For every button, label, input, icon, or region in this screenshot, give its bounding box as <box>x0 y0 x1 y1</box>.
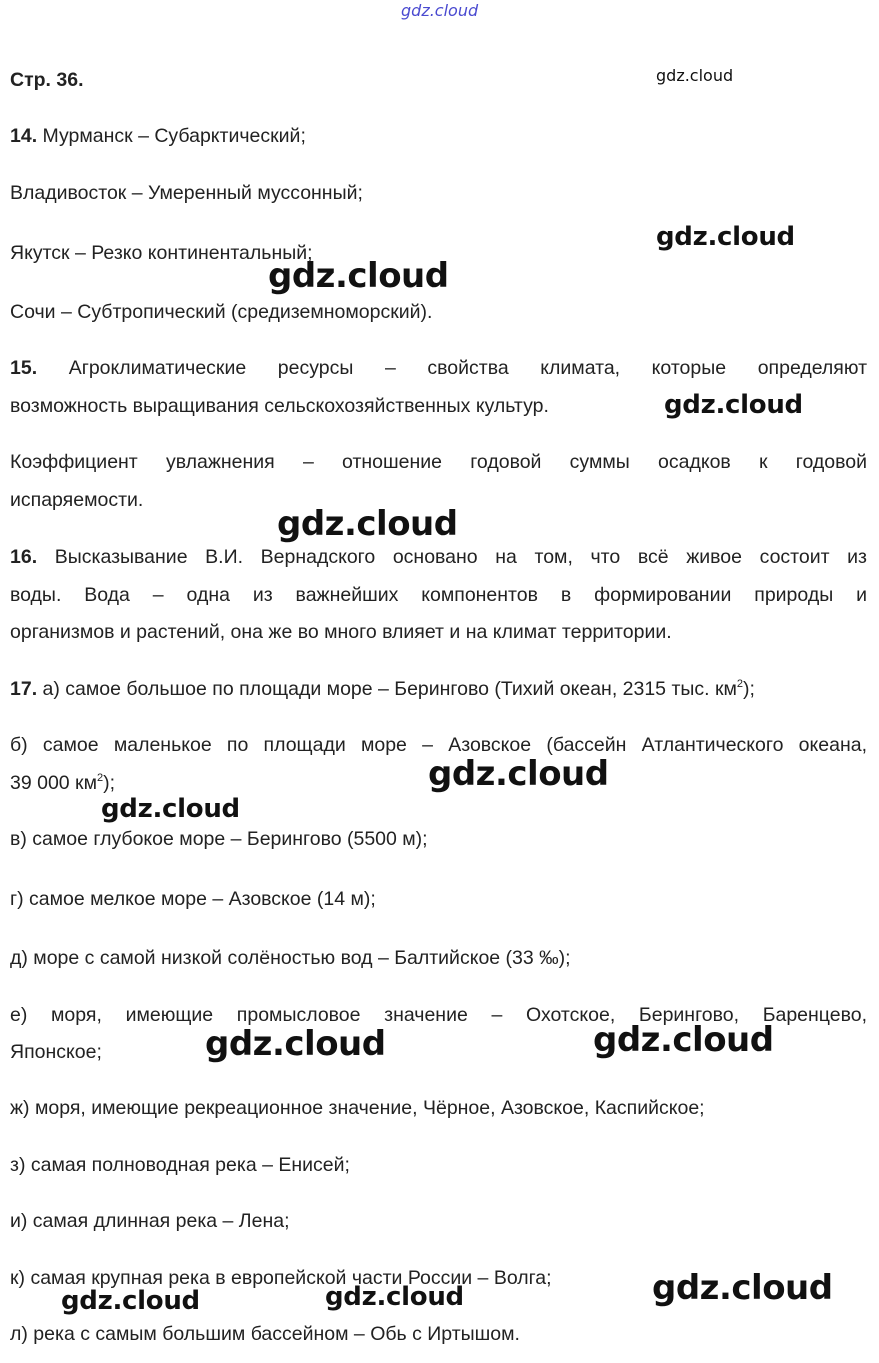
answer-15-line-3: Коэффициент увлажнения – отношение годовой суммы осадков к годовой <box>10 451 867 473</box>
answer-17-k: к) самая крупная река в европейской части России – Волга; <box>10 1267 552 1289</box>
answer-17-g: г) самое мелкое море – Азовское (14 м); <box>10 888 376 910</box>
answer-17-v: в) самое глубокое море – Берингово (5500 м); <box>10 828 428 850</box>
watermark: gdz.cloud <box>268 256 449 296</box>
answer-17-i: и) самая длинная река – Лена; <box>10 1210 290 1232</box>
watermark: gdz.cloud <box>652 1268 833 1308</box>
answer-14-line-3: Якутск – Резко континентальный; <box>10 242 313 264</box>
watermark: gdz.cloud <box>277 504 458 544</box>
answer-text: Высказывание В.И. Вернадского основано на том, что всё живое состоит из <box>37 546 867 568</box>
question-number: 16. <box>10 546 38 568</box>
question-number: 15. <box>10 357 38 379</box>
answer-14-line-2: Владивосток – Умеренный муссонный; <box>10 182 363 204</box>
answer-17-d: д) море с самой низкой солёностью вод – Балтийское (33 ‰); <box>10 947 571 969</box>
answer-17-z: з) самая полноводная река – Енисей; <box>10 1154 350 1176</box>
superscript: 2 <box>736 678 744 690</box>
watermark: gdz.cloud <box>61 1286 200 1316</box>
answer-14-line-1 <box>10 117 867 155</box>
watermark: gdz.cloud <box>656 66 734 85</box>
watermark: gdz.cloud <box>428 754 609 794</box>
answer-17-b-line-1: б) самое маленькое по площади море – Азовское (бассейн Атлантического океана, <box>10 734 867 756</box>
answer-17-zh: ж) моря, имеющие рекреационное значение, Чёрное, Азовское, Каспийское; <box>10 1097 705 1119</box>
answer-16-line-1 <box>10 538 867 576</box>
answer-text: 39 000 км <box>10 772 97 794</box>
watermark-top: gdz.cloud <box>401 1 479 20</box>
watermark: gdz.cloud <box>205 1024 386 1064</box>
question-number: 17. <box>10 678 38 700</box>
answer-16-line-3: организмов и растений, она же во много влияет и на климат территории. <box>10 621 672 643</box>
answer-14-line-4: Сочи – Субтропический (средиземноморский). <box>10 301 433 323</box>
question-number: 14. <box>10 125 38 147</box>
answer-16-line-2: воды. Вода – одна из важнейших компонентов в формировании природы и <box>10 584 867 606</box>
watermark: gdz.cloud <box>664 390 803 420</box>
answer-text: ); <box>103 772 116 794</box>
answer-text: Агроклиматические ресурсы – свойства климата, которые определяют <box>37 357 867 379</box>
answer-15-line-4: испаряемости. <box>10 489 144 511</box>
watermark: gdz.cloud <box>325 1282 464 1312</box>
superscript: 2 <box>97 772 104 784</box>
page-reference: Стр. 36. <box>10 69 84 91</box>
answer-text: ); <box>743 678 755 700</box>
answer-17-l: л) река с самым большим бассейном – Обь с Иртышом. <box>10 1323 520 1345</box>
answer-text: Мурманск – Субарктический; <box>37 125 306 147</box>
watermark: gdz.cloud <box>101 794 240 824</box>
answer-17-e-line-1: е) моря, имеющие промысловое значение – Охотское, Берингово, Баренцево, <box>10 1004 867 1026</box>
answer-text: а) самое большое по площади море – Берингово (Тихий океан, 2315 тыс. км <box>37 678 737 700</box>
answer-17-a <box>10 670 867 708</box>
watermark: gdz.cloud <box>593 1020 774 1060</box>
answer-15-line-1 <box>10 349 867 387</box>
answer-17-b-line-2 <box>10 764 867 802</box>
answer-15-line-2: возможность выращивания сельскохозяйственных культур. <box>10 395 549 417</box>
answer-17-e-line-2: Японское; <box>10 1041 102 1063</box>
watermark: gdz.cloud <box>656 222 795 252</box>
